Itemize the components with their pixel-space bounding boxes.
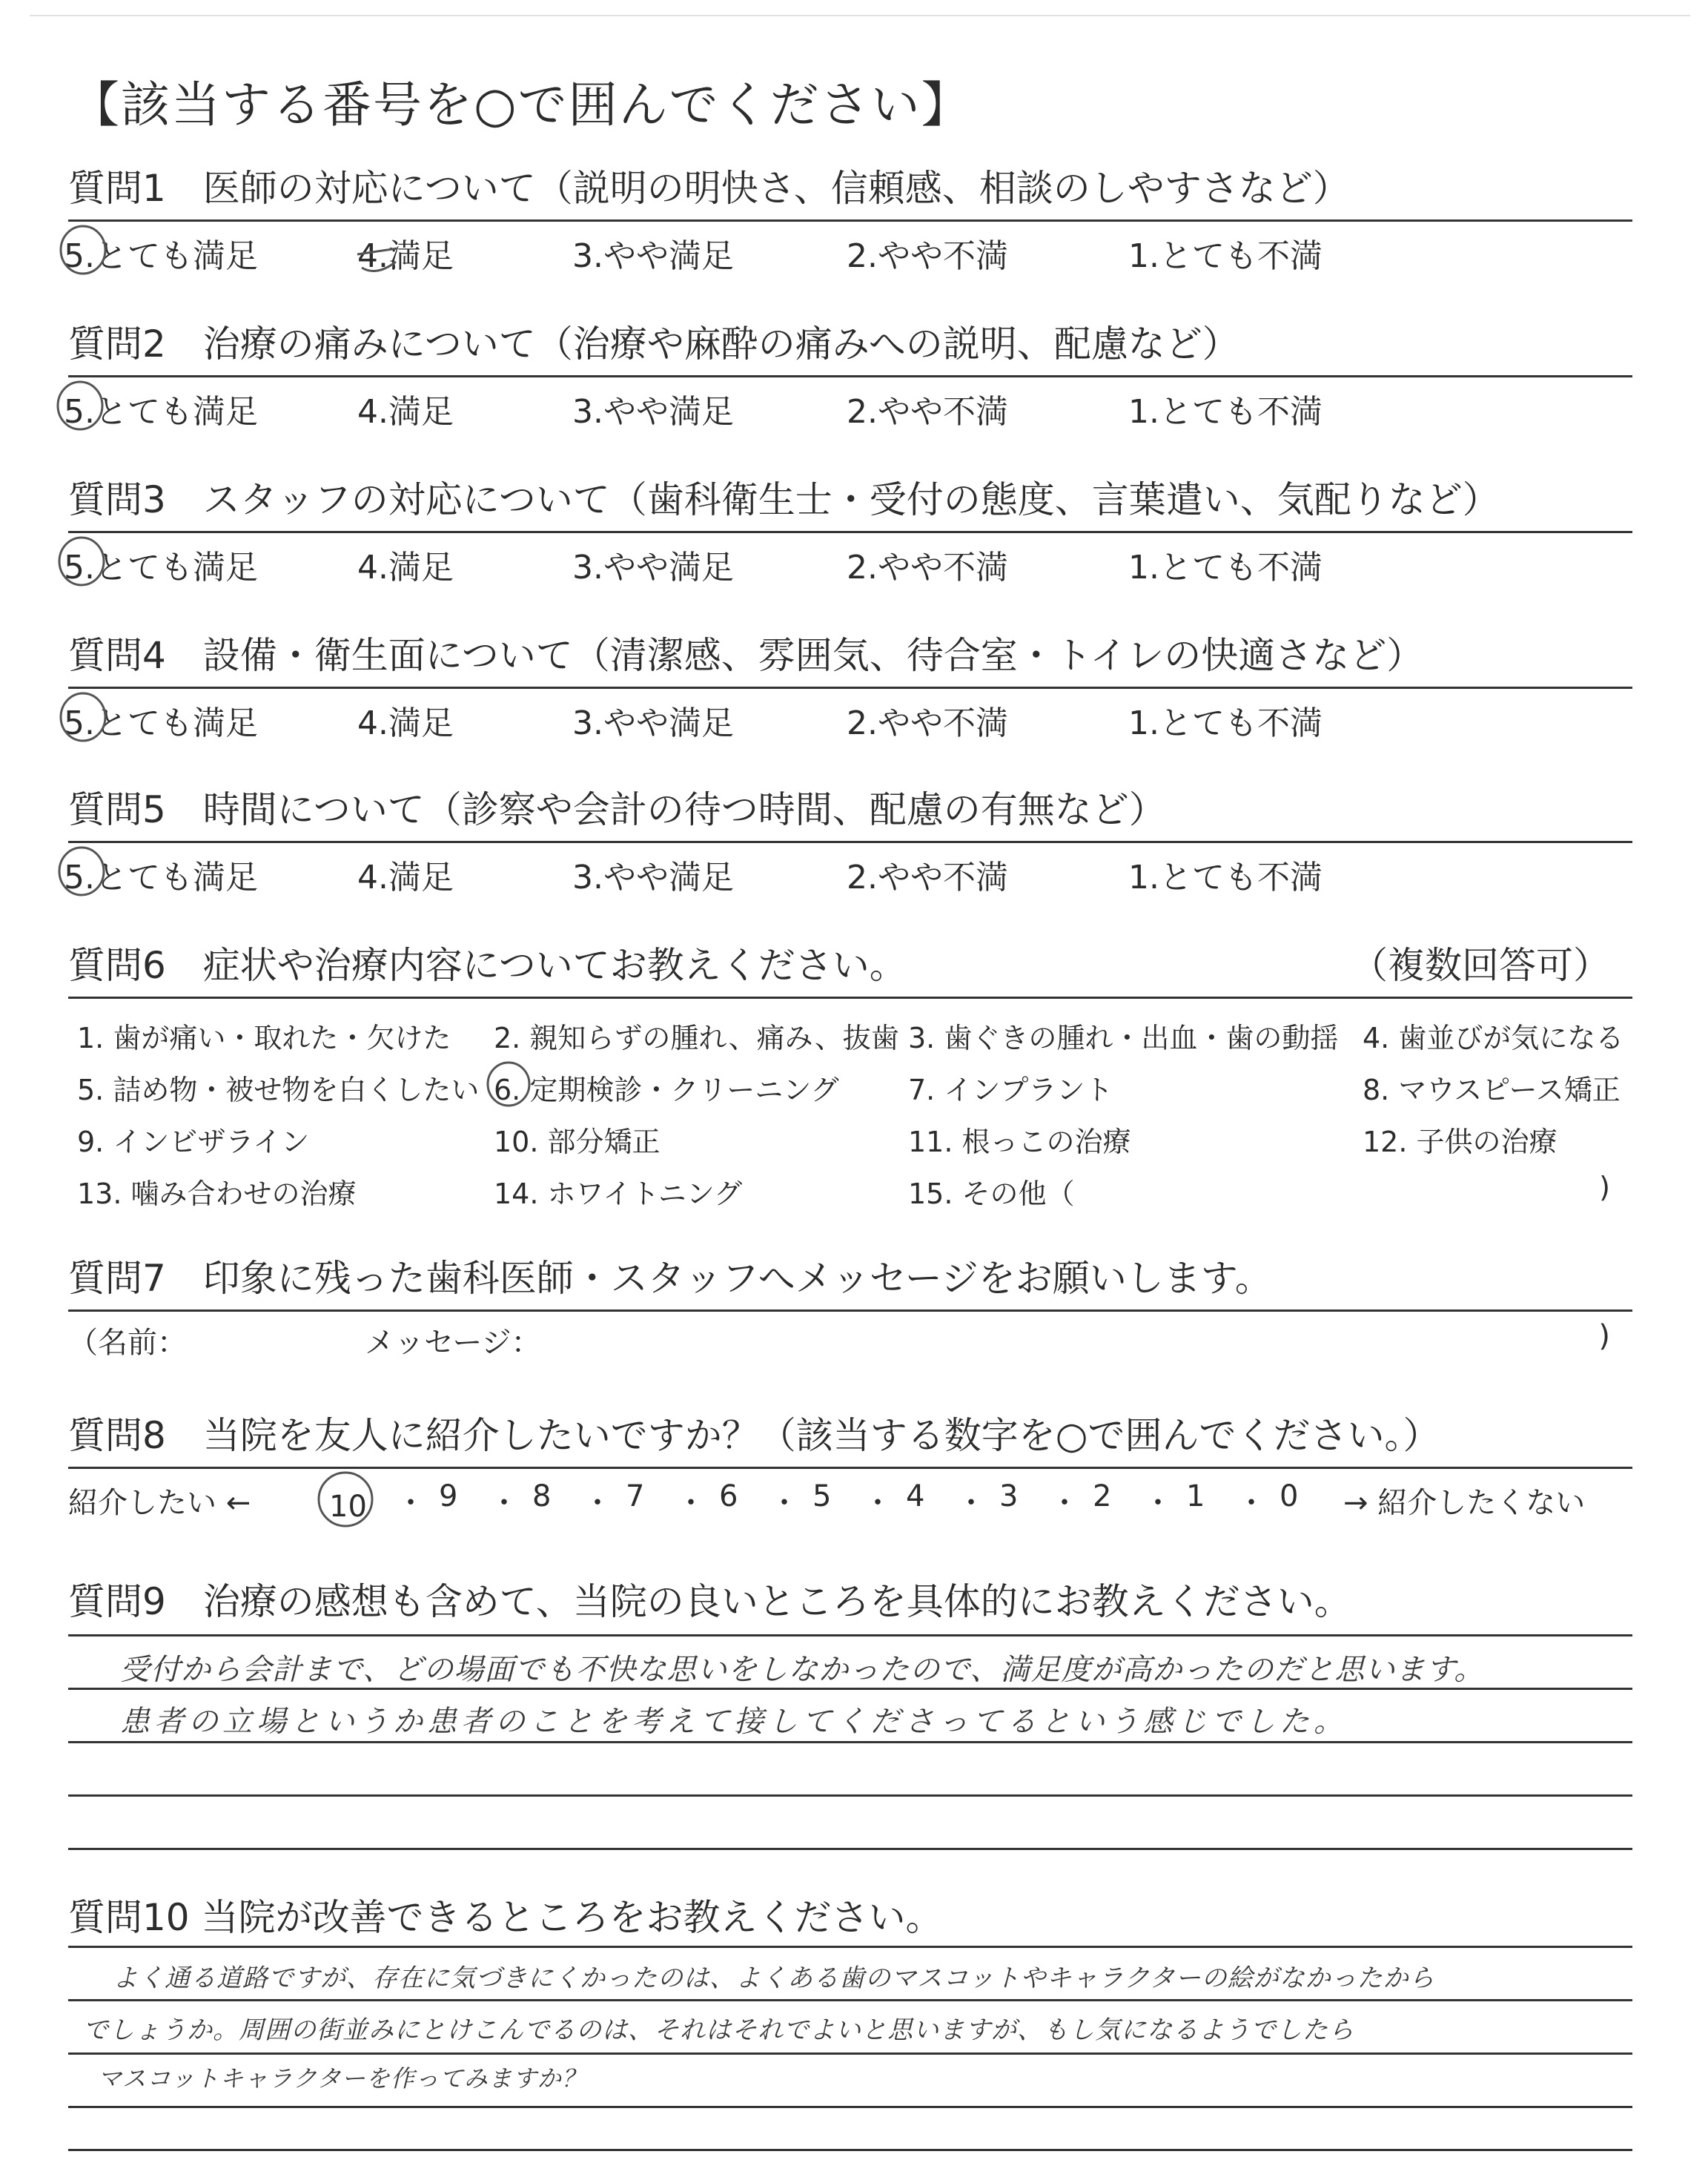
circle-mark-icon [55,535,114,588]
scale-value-8[interactable]: 8 [532,1479,552,1513]
circle-mark-icon [53,379,113,432]
rating-options [64,689,1632,742]
message-label: メッセージ： [365,1326,541,1360]
symptom-option-7[interactable]: 7. インプラント [908,1074,1113,1106]
question-title: 質問9 治療の感想も含めて、当院の良いところを具体的にお教えください。 [68,1580,1351,1623]
scale-dot: ・ [489,1486,519,1520]
scale-value-1[interactable]: 1 [1186,1479,1205,1513]
rating-option-4[interactable]: 4.満足 [357,549,454,587]
rating-option-5[interactable]: 5.とても満足 [64,385,258,432]
scale-dot: ・ [1237,1486,1266,1520]
name-label: （名前： [68,1326,187,1360]
rating-option-3[interactable]: 3.やや満足 [572,237,734,275]
scale-value-4[interactable]: 4 [906,1479,925,1513]
rating-option-1[interactable]: 1.とても不満 [1128,549,1323,587]
scale-dot: ・ [583,1486,612,1520]
multiple-answer-note: （複数回答可） [1351,944,1610,987]
scale-dot: ・ [769,1486,799,1520]
rating-option-2[interactable]: 2.やや不満 [847,549,1008,587]
scale-dot: ・ [956,1486,986,1520]
rating-option-5[interactable]: 5.とても満足 [64,541,258,588]
symptom-option-2[interactable]: 2. 親知らずの腫れ、痛み、抜歯 [494,1022,899,1054]
answer-rule [68,2149,1632,2151]
scale-dot: ・ [396,1486,426,1520]
strike-mark-icon [354,232,414,277]
answer-rule [68,1999,1632,2001]
question-7 [68,1255,1632,1361]
rating-options [64,377,1632,431]
question-10 [68,1894,1632,2156]
rating-option-3[interactable]: 3.やや満足 [572,704,734,742]
symptom-option-15[interactable]: 15. その他（ [908,1178,1075,1210]
answer-rule [68,1688,1632,1690]
top-border [30,15,1690,16]
answer-rule [68,1634,1632,1636]
recommend-scale: 紹介したい ← 10 ・ 9 ・ 8 ・ 7 ・ 6 ・ 5 ・ 4 ・ 3 ・ 2 ・ 1 ・ 0 → 紹介したくない [68,1469,1632,1528]
rating-option-4[interactable]: 4.満足 [357,704,454,742]
question-1 [64,165,1632,275]
scale-value-0[interactable]: 0 [1280,1479,1299,1513]
message-close-paren: ) [1598,1319,1610,1353]
rating-option-4[interactable]: 4.満足 [357,393,454,431]
scale-value-9[interactable]: 9 [439,1479,458,1513]
rating-option-2[interactable]: 2.やや不満 [847,704,1008,742]
symptom-option-12[interactable]: 12. 子供の治療 [1363,1126,1558,1158]
symptom-option-11[interactable]: 11. 根っこの治療 [908,1126,1131,1158]
rating-option-3[interactable]: 3.やや満足 [572,393,734,431]
scale-dot: ・ [1143,1486,1173,1520]
question-6-title: 質問6 症状や治療内容についてお教えください。 [68,944,907,987]
answer-rule [68,1848,1632,1850]
rating-option-5[interactable]: 5.とても満足 [64,696,258,744]
scale-value-5[interactable]: 5 [812,1479,832,1513]
page-heading: 【該当する番号を○で囲んでください】 [70,76,972,133]
scale-left-label: 紹介したい ← [68,1486,251,1520]
answer-rule [68,1946,1632,1948]
question-4 [64,632,1632,742]
symptom-option-9[interactable]: 9. インビザライン [77,1126,310,1158]
circle-mark-icon [55,845,114,898]
handwritten-answer-line-1: よく通る道路ですが、存在に気づきにくかったのは、よくある歯のマスコットやキャラクターの絵がなかったから [113,1964,1435,1993]
rating-options [64,222,1632,275]
question-title: 質問4 設備・衛生面について（清潔感、雰囲気、待合室・トイレの快適さなど） [68,634,1424,677]
rating-option-3[interactable]: 3.やや満足 [572,859,734,896]
question-title: 質問8 当院を友人に紹介したいですか？（該当する数字を○で囲んでください。） [68,1414,1440,1457]
answer-area[interactable] [68,1941,1632,2156]
symptom-option-10[interactable]: 10. 部分矯正 [494,1126,661,1158]
rating-options [64,843,1632,896]
question-3 [64,476,1632,587]
rating-option-4[interactable]: 4.満足 [357,229,454,277]
scale-dot: ・ [863,1486,893,1520]
answer-rule [68,2052,1632,2055]
question-title: 質問7 印象に残った歯科医師・スタッフへメッセージをお願いします。 [68,1257,1272,1300]
handwritten-answer-line-2: でしょうか。周囲の街並みにとけこんでるのは、それはそれでよいと思いますが、もし気になるようでしたら [83,2015,1354,2045]
rating-option-1[interactable]: 1.とても不満 [1128,704,1323,742]
rating-option-2[interactable]: 2.やや不満 [847,237,1008,275]
scale-value-3[interactable]: 3 [999,1479,1019,1513]
symptom-option-1[interactable]: 1. 歯が痛い・取れた・欠けた [77,1022,451,1054]
question-title: 質問1 医師の対応について（説明の明快さ、信頼感、相談のしやすさなど） [68,167,1350,210]
question-title: 質問10 当院が改善できるところをお教えください。 [68,1896,943,1939]
answer-rule [68,1741,1632,1743]
rating-option-2[interactable]: 2.やや不満 [847,859,1008,896]
handwritten-answer-line-2: 患者の立場というか患者のことを考えて接してくださってるという感じでした。 [120,1705,1348,1739]
question-5 [64,786,1632,896]
symptom-option-5[interactable]: 5. 詰め物・被せ物を白くしたい [77,1074,480,1106]
scale-dot: ・ [676,1486,706,1520]
scale-value-6[interactable]: 6 [719,1479,738,1513]
symptom-option-3[interactable]: 3. 歯ぐきの腫れ・出血・歯の動揺 [908,1022,1339,1054]
answer-rule [68,2106,1632,2108]
question-9 [68,1578,1632,1937]
circle-mark-icon [56,690,116,744]
rating-option-3[interactable]: 3.やや満足 [572,549,734,587]
rating-option-2[interactable]: 2.やや不満 [847,393,1008,431]
message-field[interactable] [68,1312,1632,1361]
scale-dot: ・ [1050,1486,1079,1520]
symptom-options: 1. 歯が痛い・取れた・欠けた 2. 親知らずの腫れ、痛み、抜歯 3. 歯ぐきの腫れ・出血・歯の動揺 4. 歯並びが気になる 5. 詰め物・被せ物を白くしたい 6. 定期検診・クリーニング 7. インプラント 8. マウスピース矯正 9. インビザライン 10. 部分矯正 11. 根っこの治療 12. 子供の治療 13. 噛み合わせの治療 14. ホワイトニング 15. その他（ ) [68,999,1632,1206]
rating-option-1[interactable]: 1.とても不満 [1128,859,1323,896]
other-close-paren: ) [1599,1171,1610,1203]
answer-rule [68,1794,1632,1797]
scale-right-label: → 紹介したくない [1343,1486,1586,1520]
question-title [68,942,1632,989]
symptom-option-14[interactable]: 14. ホワイトニング [494,1178,743,1210]
scale-value-2[interactable]: 2 [1093,1479,1112,1513]
question-title: 質問2 治療の痛みについて（治療や麻酔の痛みへの説明、配慮など） [68,323,1239,366]
question-title: 質問5 時間について（診察や会計の待つ時間、配慮の有無など） [68,788,1166,831]
symptom-option-8[interactable]: 8. マウスピース矯正 [1363,1074,1621,1106]
scale-value-7[interactable]: 7 [626,1479,645,1513]
answer-area[interactable] [68,1625,1632,1937]
question-title: 質問3 スタッフの対応について（歯科衛生士・受付の態度、言葉遣い、気配りなど） [68,478,1500,521]
rating-option-5[interactable]: 5.とても満足 [64,229,258,277]
question-2 [64,320,1632,431]
rating-option-5[interactable]: 5.とても満足 [64,851,258,898]
handwritten-answer-line-3: マスコットキャラクターを作ってみますか？ [98,2064,586,2093]
symptom-option-4[interactable]: 4. 歯並びが気になる [1363,1022,1624,1054]
rating-option-1[interactable]: 1.とても不満 [1128,237,1323,275]
question-8 [68,1412,1632,1528]
handwritten-answer-line-1: 受付から会計まで、どの場面でも不快な思いをしなかったので、満足度が高かったのだと思います。 [120,1653,1485,1687]
question-6 [68,942,1632,1210]
symptom-option-13[interactable]: 13. 噛み合わせの治療 [77,1178,357,1210]
circle-mark-icon [56,223,116,277]
rating-options [64,533,1632,587]
rating-option-4[interactable]: 4.満足 [357,859,454,896]
rating-option-1[interactable]: 1.とても不満 [1128,393,1323,431]
